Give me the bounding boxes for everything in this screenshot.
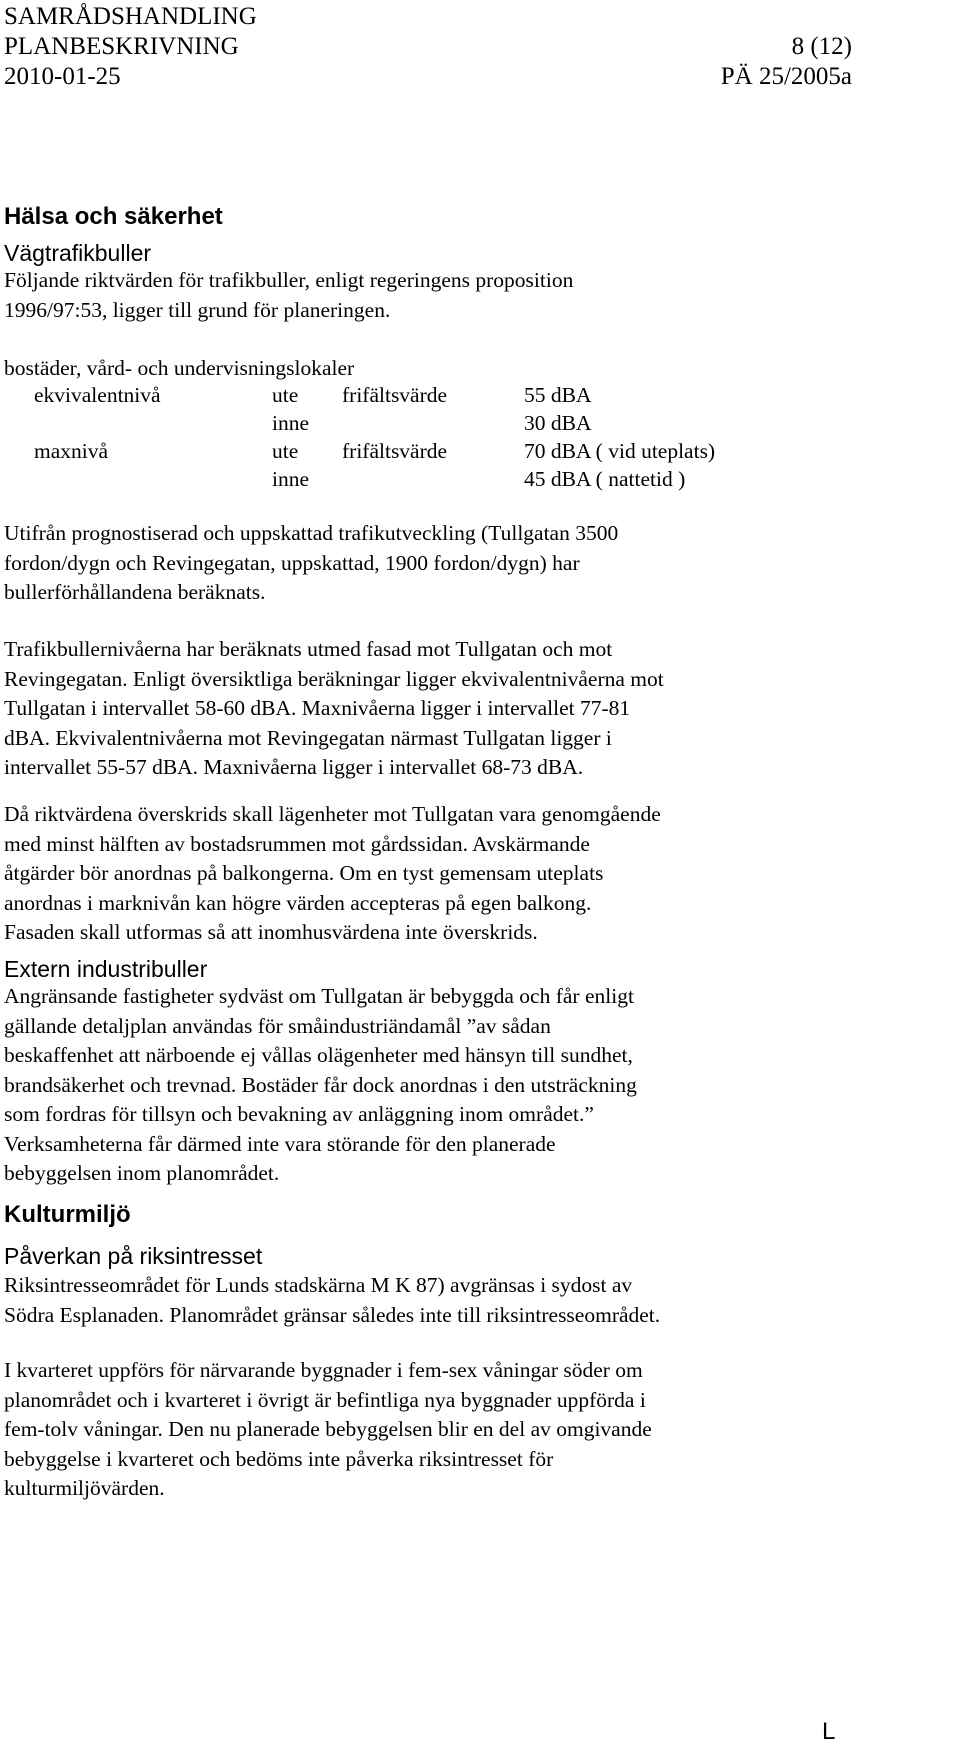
text-line: planområdet och i kvarteret i övrigt är befintliga nya byggnader uppförda i [4, 1387, 646, 1412]
text-line: Revingegatan. Enligt översiktliga beräkningar ligger ekvivalentnivåerna mot [4, 666, 664, 691]
text-line: Då riktvärdena överskrids skall lägenheter mot Tullgatan vara genomgående [4, 802, 661, 826]
text-line: Utifrån prognostiserad och uppskattad trafikutveckling (Tullgatan 3500 [4, 521, 619, 545]
subsection-title-vagtrafikbuller: Vägtrafikbuller [4, 240, 152, 266]
intro-paragraph [4, 266, 944, 325]
text-line: dBA. Ekvivalentnivåerna mot Revingegatan närmast Tullgatan ligger i [4, 725, 612, 750]
table-cell-level: ekvivalentnivå [34, 383, 161, 407]
text-line: bebyggelse i kvarteret och bedöms inte påverka riksintresset för [4, 1446, 554, 1471]
section-title-halsa: Hälsa och säkerhet [4, 203, 223, 230]
table-cell-value: 70 dBA ( vid uteplats) [524, 439, 716, 463]
text-line: intervallet 55-57 dBA. Maxnivåerna ligger i intervallet 68-73 dBA. [4, 755, 584, 779]
table-cell-value: 55 dBA [524, 383, 592, 407]
text-line: anordnas i marknivån kan högre värden accepteras på egen balkong. [4, 890, 592, 915]
text-line: 1996/97:53, ligger till grund för planeringen. [4, 297, 391, 322]
paragraph-riktvarden [4, 800, 944, 948]
header-status: SAMRÅDSHANDLING [4, 3, 257, 30]
text-line: Tullgatan i intervallet 58-60 dBA. Maxnivåerna ligger i intervallet 77-81 [4, 696, 631, 720]
footer-mark: L [822, 1718, 836, 1745]
text-line: I kvarteret uppförs för närvarande byggnader i fem-sex våningar söder om [4, 1358, 643, 1382]
table-cell-level: maxnivå [34, 439, 109, 463]
header-doc-type: PLANBESKRIVNING [4, 33, 239, 60]
table-cell-value: 30 dBA [524, 411, 592, 435]
paragraph-trafikbullernivaer [4, 635, 944, 783]
table-heading: bostäder, vård- och undervisningslokaler [4, 356, 355, 380]
text-line: brandsäkerhet och trevnad. Bostäder får dock anordnas i den utsträckning [4, 1072, 637, 1097]
text-line: Angränsande fastigheter sydväst om Tullgatan är bebyggda och får enligt [4, 984, 634, 1008]
text-line: Trafikbullernivåerna har beräknats utmed fasad mot Tullgatan och mot [4, 637, 613, 661]
subsection-title-extern-industribuller: Extern industribuller [4, 956, 208, 982]
table-cell-value: 45 dBA ( nattetid ) [524, 467, 686, 491]
table-cell-place: ute [272, 439, 299, 463]
table-cell-place: inne [272, 467, 310, 491]
text-line: åtgärder bör anordnas på balkongerna. Om en tyst gemensam uteplats [4, 861, 604, 885]
table-cell-place: inne [272, 411, 310, 435]
paragraph-riksintresse [4, 1271, 944, 1330]
header-page-number: 8 (12) [791, 33, 852, 60]
text-line: Fasaden skall utformas så att inomhusvärdena inte överskrids. [4, 920, 538, 944]
text-line: beskaffenhet att närboende ej vållas olägenheter med hänsyn till sundhet, [4, 1043, 633, 1067]
paragraph-prognos [4, 519, 944, 608]
text-line: fordon/dygn och Revingegatan, uppskattad, 1900 fordon/dygn) har [4, 550, 580, 575]
paragraph-kvarteret [4, 1356, 944, 1504]
table-cell-type: frifältsvärde [342, 439, 448, 463]
text-line: Följande riktvärden för trafikbuller, enligt regeringens proposition [4, 268, 574, 292]
text-line: Riksintresseområdet för Lunds stadskärna M K 87) avgränsas i sydost av [4, 1273, 633, 1297]
text-line: kulturmiljövärden. [4, 1476, 165, 1500]
header-date: 2010-01-25 [4, 63, 121, 90]
text-line: gällande detaljplan användas för småindustriändamål ”av sådan [4, 1013, 551, 1038]
text-line: Verksamheterna får därmed inte vara störande för den planerade [4, 1131, 556, 1156]
section-title-kulturmiljo: Kulturmiljö [4, 1201, 131, 1228]
subsection-title-paverkan: Påverkan på riksintresset [4, 1243, 263, 1269]
text-line: Södra Esplanaden. Planområdet gränsar således inte till riksintresseområdet. [4, 1302, 661, 1327]
header-reference: PÄ 25/2005a [720, 63, 852, 90]
text-line: som fordras för tillsyn och bevakning av anläggning inom området.” [4, 1102, 594, 1126]
text-line: med minst hälften av bostadsrummen mot gårdssidan. Avskärmande [4, 831, 590, 856]
paragraph-extern-industribuller [4, 982, 944, 1189]
text-line: fem-tolv våningar. Den nu planerade bebyggelsen blir en del av omgivande [4, 1417, 652, 1441]
table-cell-type: frifältsvärde [342, 383, 448, 407]
table-cell-place: ute [272, 383, 299, 407]
text-line: bebyggelsen inom planområdet. [4, 1161, 280, 1185]
text-line: bullerförhållandena beräknats. [4, 580, 266, 604]
